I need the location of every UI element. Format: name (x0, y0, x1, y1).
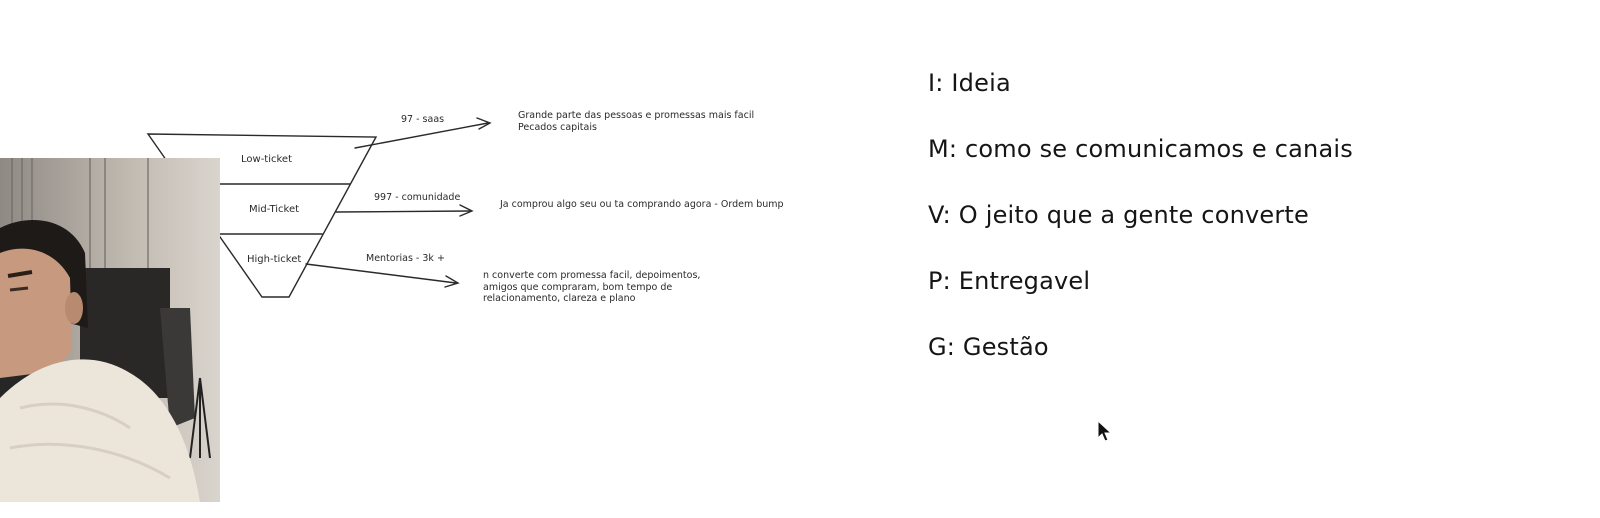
acronym-item-p: P: Entregavel (928, 267, 1091, 295)
arrow-line-3 (306, 264, 456, 283)
note-line: Pecados capitais (518, 121, 597, 133)
webcam-video-feed (0, 158, 220, 502)
arrow-label-saas: 97 - saas (401, 114, 445, 125)
arrow-line-2 (336, 211, 470, 212)
presenter-image (0, 158, 220, 502)
tier-label-low-ticket: Low-ticket (241, 154, 293, 165)
note-line: Ja comprou algo seu ou ta comprando agora - Ordem bump (500, 199, 784, 210)
arrow-label-comunidade: 997 - comunidade (374, 192, 461, 203)
acronym-item-i: I: Ideia (928, 69, 1011, 97)
note-line: n converte com promessa facil, depoimentos, (483, 270, 701, 281)
note-line: amigos que compraram, bom tempo de (483, 281, 673, 293)
note-low-ticket (518, 110, 754, 133)
note-mid-ticket (500, 199, 784, 211)
acronym-list (928, 68, 1353, 398)
acronym-item-v: V: O jeito que a gente converte (928, 201, 1310, 229)
mouse-pointer-icon (1097, 420, 1113, 444)
arrow-label-mentorias: Mentorias - 3k + (366, 253, 445, 264)
tier-label-high-ticket: High-ticket (247, 254, 302, 265)
note-line: relacionamento, clareza e plano (483, 293, 636, 304)
tier-label-mid-ticket: Mid-Ticket (249, 204, 300, 215)
note-high-ticket (483, 270, 700, 305)
acronym-item-m: M: como se comunicamos e canais (928, 135, 1353, 163)
acronym-item-g: G: Gestão (928, 333, 1049, 361)
arrow-line-1 (355, 123, 488, 148)
note-line: Grande parte das pessoas e promessas mais facil (518, 110, 755, 121)
